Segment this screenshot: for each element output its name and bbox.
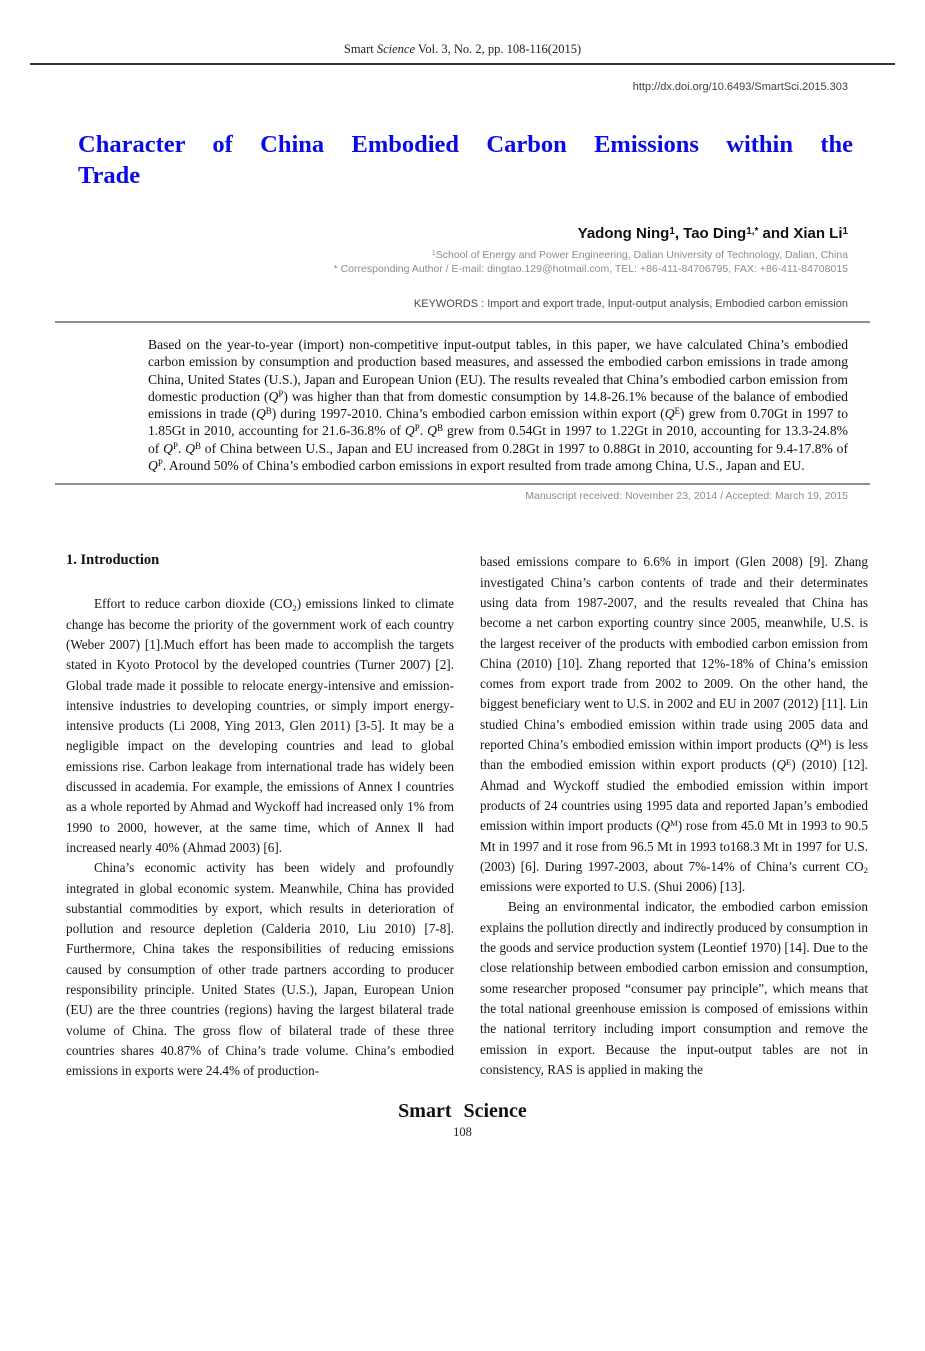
journal-header-line: Smart Science Vol. 3, No. 2, pp. 108-116(2015)	[343, 42, 582, 56]
manuscript-dates-line: Manuscript received: November 23, 2014 / Accepted: March 19, 2015	[525, 490, 848, 503]
abstract-top-rule	[55, 321, 870, 323]
footer-page-number: 108	[453, 1124, 472, 1139]
body-paragraph: based emissions compare to 6.6% in import (Glen 2008) [9]. Zhang investigated China’s carbon contents of trade and their determinates using data from 1987-2007, and the results revealed that China has become a net carbon exporting country since 2005, meanwhile, U.S. is the largest receiver of the products with embodied carbon emission from China (2010) [10]. Zhang reported that 12%-18% of China’s emission comes from export trade from 2002 to 2009. On the other hand, the biggest beneficiary went to U.S. in 2002 and EU in 2007 (2012) [11]. Lin studied China’s embodied emission within trade using 2005 data and reported China’s embodied emission within import products $(Q^M)$ is less than the embodied emission within export products $(Q^E)$ (2010) [12]. Ahmad and Wyckoff studied the embodied emission within import products of 24 countries using 1995 data and reported Japan’s embodied emission within import products $(Q^M)$ rose from 45.0 Mt in 1993 to 90.5 Mt in 1997 and it rose from 96.5 Mt in 1993 to168.3 Mt in 1997 for U.S. (2003) [6]. During 1997-2003, about 7%-14% of China’s current $CO_2$ emissions were exported to U.S. (Shui 2006) [13].	[480, 554, 868, 895]
corresponding-author-line: * Corresponding Author / E-mail: dingtao.129@hotmail.com, TEL: +86-411-84706795, FAX: +86-411-84708015	[333, 262, 848, 275]
section-heading-introduction: 1. Introduction	[66, 552, 160, 569]
abstract-text: Based on the year-to-year (import) non-competitive input-output tables, in this paper, we have calculated China’s embodied carbon emission by consumption and production based measures, and assessed the embodied carbon emissions in trade among China, United States (U.S.), Japan and European Union (EU). The results revealed that China’s embodied carbon emission from domestic production $(Q^P)$ was higher than that from domestic consumption by 14.8-26.1% because of the balance of embodied emissions in trade $(Q^B)$ during 1997-2010. China’s embodied carbon emission within export $(Q^E)$ grew from 0.70Gt in 1997 to 1.85Gt in 2010, accounting for 21.6-36.8% of $Q^P$. $Q^B$ grew from 0.54Gt in 1997 to 1.22Gt in 2010, accounting for 13.3-24.8% of $Q^P$. $Q^B$ of China between U.S., Japan and EU increased from 0.28Gt in 1997 to 0.88Gt in 2010, accounting for 9.4-17.8% of $Q^P$. Around 50% of China’s embodied carbon emissions in export resulted from trade among China, U.S., Japan and EU.	[148, 337, 848, 474]
right-column	[480, 552, 868, 1081]
abstract-bottom-rule	[55, 483, 870, 485]
body-columns	[66, 552, 868, 1081]
paper-title	[78, 129, 853, 191]
body-paragraph: China’s economic activity has been widely and profoundly integrated in global economic system. Meanwhile, China has provided substantial commodities by export, which results in deterioration of pollution and resource depletion (Calderia 2010, Liu 2010) [7-8]. Furthermore, China takes the responsibilities of reducing emissions caused by consumption of other trade partners according to producer responsibility principle. United States (U.S.), Japan, European Union (EU) are the three countries (regions) having the largest bilateral trade volume of China. The gross flow of bilateral trade of these three countries shares 40.87% of China’s trade volume. China’s embodied emissions in exports were 24.4% of production-	[66, 860, 454, 1079]
doi-link: http://dx.doi.org/10.6493/SmartSci.2015.303	[632, 81, 848, 93]
header-rule	[30, 63, 895, 65]
footer-journal-name: Smart Science	[398, 1099, 527, 1122]
left-column	[66, 552, 454, 1081]
body-paragraph: Being an environmental indicator, the embodied carbon emission explains the pollution directly and indirectly produced by consumption in the goods and service production system (Leontief 1970) [14]. Due to the close relationship between embodied carbon emission and consumption, some researcher proposed “consumer pay principle”, which means that the total national greenhouse emission is composed of emissions within the national territory including import consumption and remove the emission in export. Because the input-output tables are not in consistency, RAS is applied in making the	[480, 899, 868, 1077]
keywords-line: KEYWORDS : Import and export trade, Input-output analysis, Embodied carbon emission	[413, 298, 848, 310]
author-affiliation: $^1$School of Energy and Power Engineering, Dalian University of Technology, Dalian, China	[431, 249, 848, 261]
author-list: Yadong Ning$^1$, Tao Ding$^{1,*}$ and Xian Li$^1$	[577, 225, 848, 242]
paper-title-line1: Character of China Embodied Carbon Emissions within the	[78, 131, 853, 158]
paper-title-line2: Trade	[78, 162, 141, 189]
body-paragraph: Effort to reduce carbon dioxide $(CO_2)$ emissions linked to climate change has become the priority of the government work of each country (Weber 2007) [1].Much effort has been made to accomplish the targets stated in Kyoto Protocol by the developed countries (Turner 2007) [2]. Global trade made it possible to relocate energy-intensive and emission-intensive industries to developing countries, or simply import energy-intensive products (Li 2008, Ying 2013, Glen 2011) [3-5]. It may be a negligible impact on the developing countries and lead to global emissions rise. Carbon leakage from international trade has widely been discussed in academia. For example, the emissions of Annex Ⅰ countries as a whole reported by Ahmad and Wyckoff had increased only 1% from 1990 to 2000, however, at the same time, which of Annex Ⅱ had increased nearly 40% (Ahmad 2003) [6].	[66, 596, 454, 855]
